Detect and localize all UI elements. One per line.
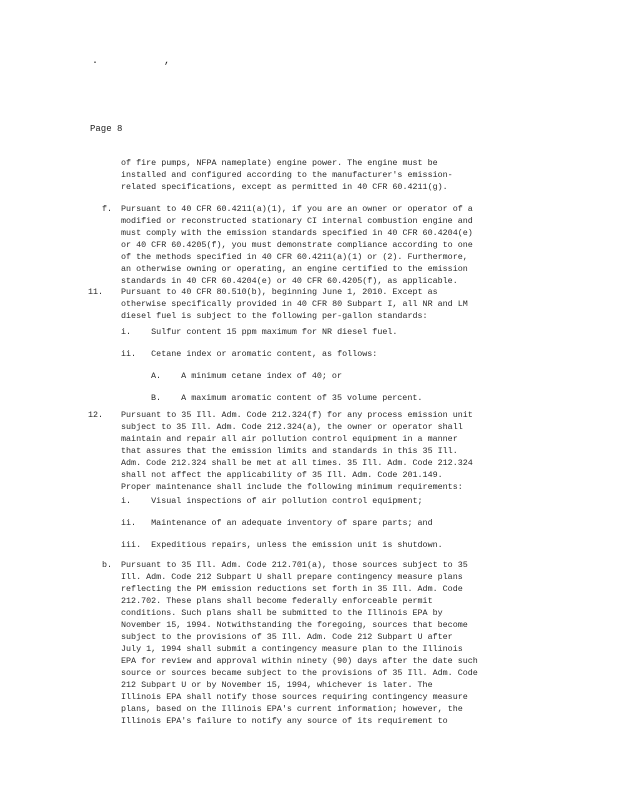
- text-line: of fire pumps, NFPA nameplate) engine power. The engine must be: [121, 158, 438, 168]
- text-line: Pursuant to 40 CFR 80.510(b), beginning June 1, 2010. Except as: [121, 287, 438, 297]
- sub-item: A. A minimum cetane index of 40; or: [151, 371, 342, 381]
- text-line: source or sources became subject to the provisions of 35 Ill. Adm. Code: [121, 668, 478, 678]
- text-line: an otherwise owning or operating, an engine certified to the emission: [121, 264, 468, 274]
- text-line: subject to 35 Ill. Adm. Code 212.324(a), the owner or operator shall: [121, 422, 463, 432]
- sub-item: B. A maximum aromatic content of 35 volume percent.: [151, 393, 423, 403]
- text-line: 212 Subpart U or by November 15, 1994, whichever is later. The: [121, 680, 433, 690]
- text-line: 212.702. These plans shall become federally enforceable permit: [121, 596, 433, 606]
- text-line: November 15, 1994. Notwithstanding the foregoing, sources that become: [121, 620, 468, 630]
- text-line: otherwise specifically provided in 40 CFR 80 Subpart I, all NR and LM: [121, 299, 468, 309]
- text-line: EPA for review and approval within ninety (90) days after the date such: [121, 656, 478, 666]
- text-line: maintain and repair all air pollution control equipment in a manner: [121, 434, 458, 444]
- text-line: Pursuant to 35 Ill. Adm. Code 212.701(a), those sources subject to 35: [121, 560, 468, 570]
- text-line: Illinois EPA shall notify those sources requiring contingency measure: [121, 692, 468, 702]
- text-line: must comply with the emission standards specified in 40 CFR 60.4204(e): [121, 228, 473, 238]
- section-number: f.: [102, 204, 113, 214]
- sub-item: ii. Maintenance of an adequate inventory of spare parts; and: [121, 518, 433, 528]
- text-line: reflecting the PM emission reductions set forth in 35 Ill. Adm. Code: [121, 584, 463, 594]
- sub-item: ii. Cetane index or aromatic content, as follows:: [121, 349, 378, 359]
- text-line: plans, based on the Illinois EPA's current information; however, the: [121, 704, 463, 714]
- section-number: 11.: [88, 287, 104, 297]
- text-line: of the methods specified in 40 CFR 60.4211(a)(1) or (2). Furthermore,: [121, 252, 468, 262]
- text-line: shall not affect the applicability of 35 Ill. Adm. Code 201.149.: [121, 470, 443, 480]
- text-line: Ill. Adm. Code 212 Subpart U shall prepare contingency measure plans: [121, 572, 463, 582]
- text-line: conditions. Such plans shall be submitted to the Illinois EPA by: [121, 608, 443, 618]
- text-line: Illinois EPA's failure to notify any source of its requirement to: [121, 716, 448, 726]
- sub-item: iii. Expeditious repairs, unless the emission unit is shutdown.: [121, 540, 443, 550]
- text-line: Pursuant to 35 Ill. Adm. Code 212.324(f) for any process emission unit: [121, 410, 473, 420]
- page-label: Page 8: [90, 124, 123, 134]
- text-line: related specifications, except as permitted in 40 CFR 60.4211(g).: [121, 182, 448, 192]
- text-line: Pursuant to 40 CFR 60.4211(a)(1), if you are an owner or operator of a: [121, 204, 473, 214]
- text-line: installed and configured according to the manufacturer's emission-: [121, 170, 453, 180]
- text-line: that assures that the emission limits and standards in this 35 Ill.: [121, 446, 458, 456]
- text-line: Proper maintenance shall include the following minimum requirements:: [121, 482, 463, 492]
- text-line: Adm. Code 212.324 shall be met at all times. 35 Ill. Adm. Code 212.324: [121, 458, 473, 468]
- text-line: diesel fuel is subject to the following per-gallon standards:: [121, 311, 428, 321]
- sub-item: i. Sulfur content 15 ppm maximum for NR diesel fuel.: [121, 327, 398, 337]
- text-line: standards in 40 CFR 60.4204(e) or 40 CFR 60.4205(f), as applicable.: [121, 276, 458, 286]
- text-line: July 1, 1994 shall submit a contingency measure plan to the Illinois: [121, 644, 463, 654]
- text-line: subject to the provisions of 35 Ill. Adm. Code 212 Subpart U after: [121, 632, 453, 642]
- header-marks: . ,: [92, 56, 201, 67]
- sub-item: i. Visual inspections of air pollution control equipment;: [121, 496, 423, 506]
- section-number: b.: [102, 560, 113, 570]
- text-line: or 40 CFR 60.4205(f), you must demonstrate compliance according to one: [121, 240, 473, 250]
- text-line: modified or reconstructed stationary CI internal combustion engine and: [121, 216, 473, 226]
- section-number: 12.: [88, 410, 104, 420]
